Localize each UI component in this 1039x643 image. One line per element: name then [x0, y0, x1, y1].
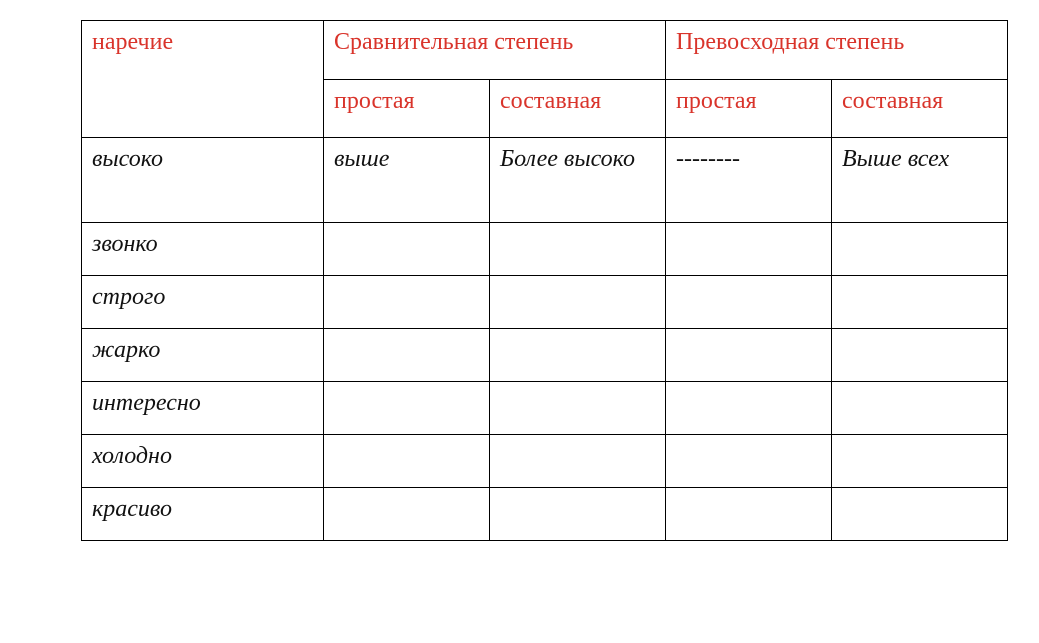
cell-superlative-compound[interactable] — [832, 276, 1008, 329]
cell-adverb: холодно — [82, 435, 324, 488]
cell-superlative-compound[interactable] — [832, 329, 1008, 382]
cell-comparative-simple[interactable] — [324, 276, 490, 329]
cell-superlative-simple[interactable] — [666, 223, 832, 276]
header-superlative: Превосходная степень — [666, 21, 1008, 80]
table-row — [82, 329, 1008, 382]
table-row — [82, 276, 1008, 329]
cell-comparative-compound[interactable] — [490, 382, 666, 435]
header-row-main — [82, 21, 1008, 80]
cell-comparative-simple[interactable] — [324, 223, 490, 276]
cell-comparative-compound[interactable] — [490, 329, 666, 382]
cell-comparative-simple[interactable] — [324, 488, 490, 541]
cell-comparative-compound[interactable] — [490, 223, 666, 276]
cell-superlative-compound[interactable] — [832, 223, 1008, 276]
header-adverb: наречие — [82, 21, 324, 138]
cell-comparative-simple[interactable] — [324, 382, 490, 435]
cell-adverb: красиво — [82, 488, 324, 541]
cell-superlative-simple[interactable] — [666, 276, 832, 329]
header-superlative-simple: простая — [666, 80, 832, 138]
cell-comparative-simple: выше — [324, 138, 490, 223]
adverb-degrees-table — [81, 20, 1008, 541]
header-comparative-simple: простая — [324, 80, 490, 138]
cell-superlative-simple[interactable] — [666, 435, 832, 488]
cell-comparative-simple[interactable] — [324, 329, 490, 382]
cell-superlative-compound[interactable] — [832, 382, 1008, 435]
cell-comparative-compound: Более высоко — [490, 138, 666, 223]
cell-comparative-compound[interactable] — [490, 276, 666, 329]
cell-superlative-compound[interactable] — [832, 435, 1008, 488]
table-row — [82, 382, 1008, 435]
cell-adverb: высоко — [82, 138, 324, 223]
cell-superlative-compound[interactable] — [832, 488, 1008, 541]
cell-superlative-simple[interactable] — [666, 382, 832, 435]
cell-adverb: интересно — [82, 382, 324, 435]
header-comparative-compound: составная — [490, 80, 666, 138]
cell-adverb: строго — [82, 276, 324, 329]
table-row — [82, 138, 1008, 223]
cell-superlative-simple[interactable] — [666, 329, 832, 382]
cell-superlative-simple[interactable] — [666, 488, 832, 541]
table-row — [82, 435, 1008, 488]
header-superlative-compound: составная — [832, 80, 1008, 138]
header-comparative: Сравнительная степень — [324, 21, 666, 80]
cell-comparative-compound[interactable] — [490, 488, 666, 541]
table-row — [82, 223, 1008, 276]
cell-adverb: звонко — [82, 223, 324, 276]
cell-comparative-simple[interactable] — [324, 435, 490, 488]
cell-superlative-compound: Выше всех — [832, 138, 1008, 223]
cell-comparative-compound[interactable] — [490, 435, 666, 488]
cell-adverb: жарко — [82, 329, 324, 382]
cell-superlative-simple: -------- — [666, 138, 832, 223]
table-row — [82, 488, 1008, 541]
